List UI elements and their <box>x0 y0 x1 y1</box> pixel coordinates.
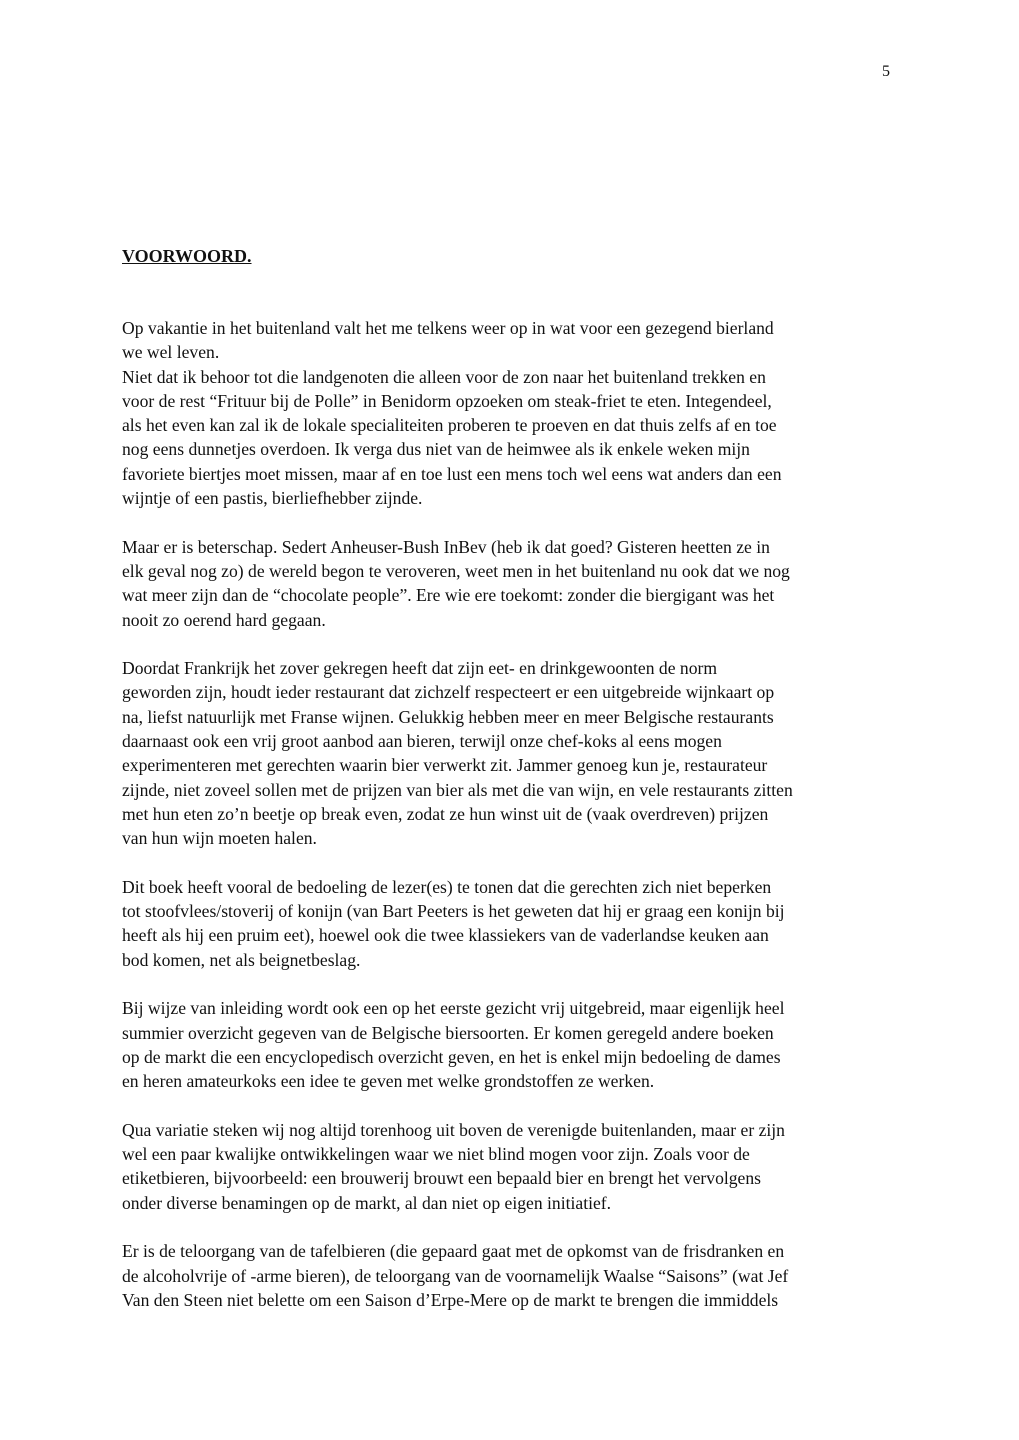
text-line: op de markt die een encyclopedisch overzicht geven, en het is enkel mijn bedoeling de dames <box>122 1046 781 1067</box>
text-line: Dit boek heeft vooral de bedoeling de lezer(es) te tonen dat die gerechten zich niet beperken <box>122 876 772 897</box>
paragraph-4 <box>122 875 900 972</box>
paragraph-6 <box>122 1118 900 1215</box>
body-text <box>122 316 900 1336</box>
text-line: tot stoofvlees/stoverij of konijn (van Bart Peeters is het geweten dat hij er graag een konijn bij <box>122 901 785 922</box>
text-line: favoriete biertjes moet missen, maar af en toe lust een mens toch wel eens wat anders dan een <box>122 463 782 484</box>
text-line: experimenteren met gerechten waarin bier verwerkt zit. Jammer genoeg kun je, restaurateur <box>122 755 768 776</box>
text-line: als het even kan zal ik de lokale specialiteiten proberen te proeven en dat thuis zelfs af en toe <box>122 415 777 436</box>
text-line: we wel leven. <box>122 342 220 363</box>
text-line: na, liefst natuurlijk met Franse wijnen. Gelukkig hebben meer en meer Belgische restaurants <box>122 706 774 727</box>
paragraph-7 <box>122 1239 900 1312</box>
text-line: Niet dat ik behoor tot die landgenoten die alleen voor de zon naar het buitenland trekken en <box>122 366 766 387</box>
text-line: zijnde, niet zoveel sollen met de prijzen van bier als met die van wijn, en vele restaurants zitten <box>122 779 793 800</box>
text-line: Doordat Frankrijk het zover gekregen heeft dat zijn eet- en drinkgewoonten de norm <box>122 658 718 679</box>
text-line: Op vakantie in het buitenland valt het me telkens weer op in wat voor een gezegend bierland <box>122 318 774 338</box>
text-line: nog eens dunnetjes overdoen. Ik verga dus niet van de heimwee als ik enkele weken mijn <box>122 439 750 460</box>
text-line: van hun wijn moeten halen. <box>122 828 317 849</box>
text-line: Van den Steen niet belette om een Saison d’Erpe-Mere op de markt te brengen die immiddels <box>122 1289 779 1310</box>
text-line: summier overzicht gegeven van de Belgische biersoorten. Er komen geregeld andere boeken <box>122 1022 774 1043</box>
text-line: wijntje of een pastis, bierliefhebber zijnde. <box>122 488 423 509</box>
text-line: bod komen, net als beignetbeslag. <box>122 949 361 970</box>
section-heading: VOORWOORD. <box>122 246 252 266</box>
text-line: Er is de teloorgang van de tafelbieren (die gepaard gaat met de opkomst van de frisdranken en <box>122 1241 785 1262</box>
text-line: daarnaast ook een vrij groot aanbod aan bieren, terwijl onze chef-koks al eens mogen <box>122 731 722 752</box>
text-line: etiketbieren, bijvoorbeeld: een brouwerij brouwt een bepaald bier en brengt het vervolgens <box>122 1168 762 1189</box>
text-line: Qua variatie steken wij nog altijd torenhoog uit boven de verenigde buitenlanden, maar er zijn <box>122 1119 785 1140</box>
text-line: Maar er is beterschap. Sedert Anheuser-Bush InBev (heb ik dat goed? Gisteren heetten ze in <box>122 536 770 557</box>
paragraph-3 <box>122 656 900 850</box>
paragraph-2 <box>122 535 900 632</box>
text-line: de alcoholvrije of -arme bieren), de teloorgang van de voornamelijk Waalse “Saisons” (wat Jef <box>122 1265 789 1286</box>
text-line: voor de rest “Frituur bij de Polle” in Benidorm opzoeken om steak-friet te eten. Integendeel, <box>122 390 772 411</box>
text-line: geworden zijn, houdt ieder restaurant dat zichzelf respecteert er een uitgebreide wijnkaart op <box>122 682 775 703</box>
text-line: heeft als hij een pruim eet), hoewel ook die twee klassiekers van de vaderlandse keuken aan <box>122 925 769 946</box>
text-line: wel een paar kwalijke ontwikkelingen waar we niet blind mogen voor zijn. Zoals voor de <box>122 1144 750 1165</box>
text-line: Bij wijze van inleiding wordt ook een op het eerste gezicht vrij uitgebreid, maar eigenlijk heel <box>122 998 785 1019</box>
text-line: en heren amateurkoks een idee te geven met welke grondstoffen ze werken. <box>122 1071 655 1092</box>
text-line: elk geval nog zo) de wereld begon te veroveren, weet men in het buitenland nu ook dat we nog <box>122 560 790 581</box>
text-line: onder diverse benamingen op de markt, al dan niet op eigen initiatief. <box>122 1192 612 1213</box>
page-number: 5 <box>882 63 890 80</box>
paragraph-5 <box>122 996 900 1093</box>
paragraph-1 <box>122 316 900 510</box>
text-line: nooit zo oerend hard gegaan. <box>122 609 326 630</box>
text-line: met hun eten zo’n beetje op break even, zodat ze hun winst uit de (vaak overdreven) prijzen <box>122 803 769 824</box>
text-line: wat meer zijn dan de “chocolate people”. Ere wie ere toekomt: zonder die biergigant was het <box>122 585 775 606</box>
